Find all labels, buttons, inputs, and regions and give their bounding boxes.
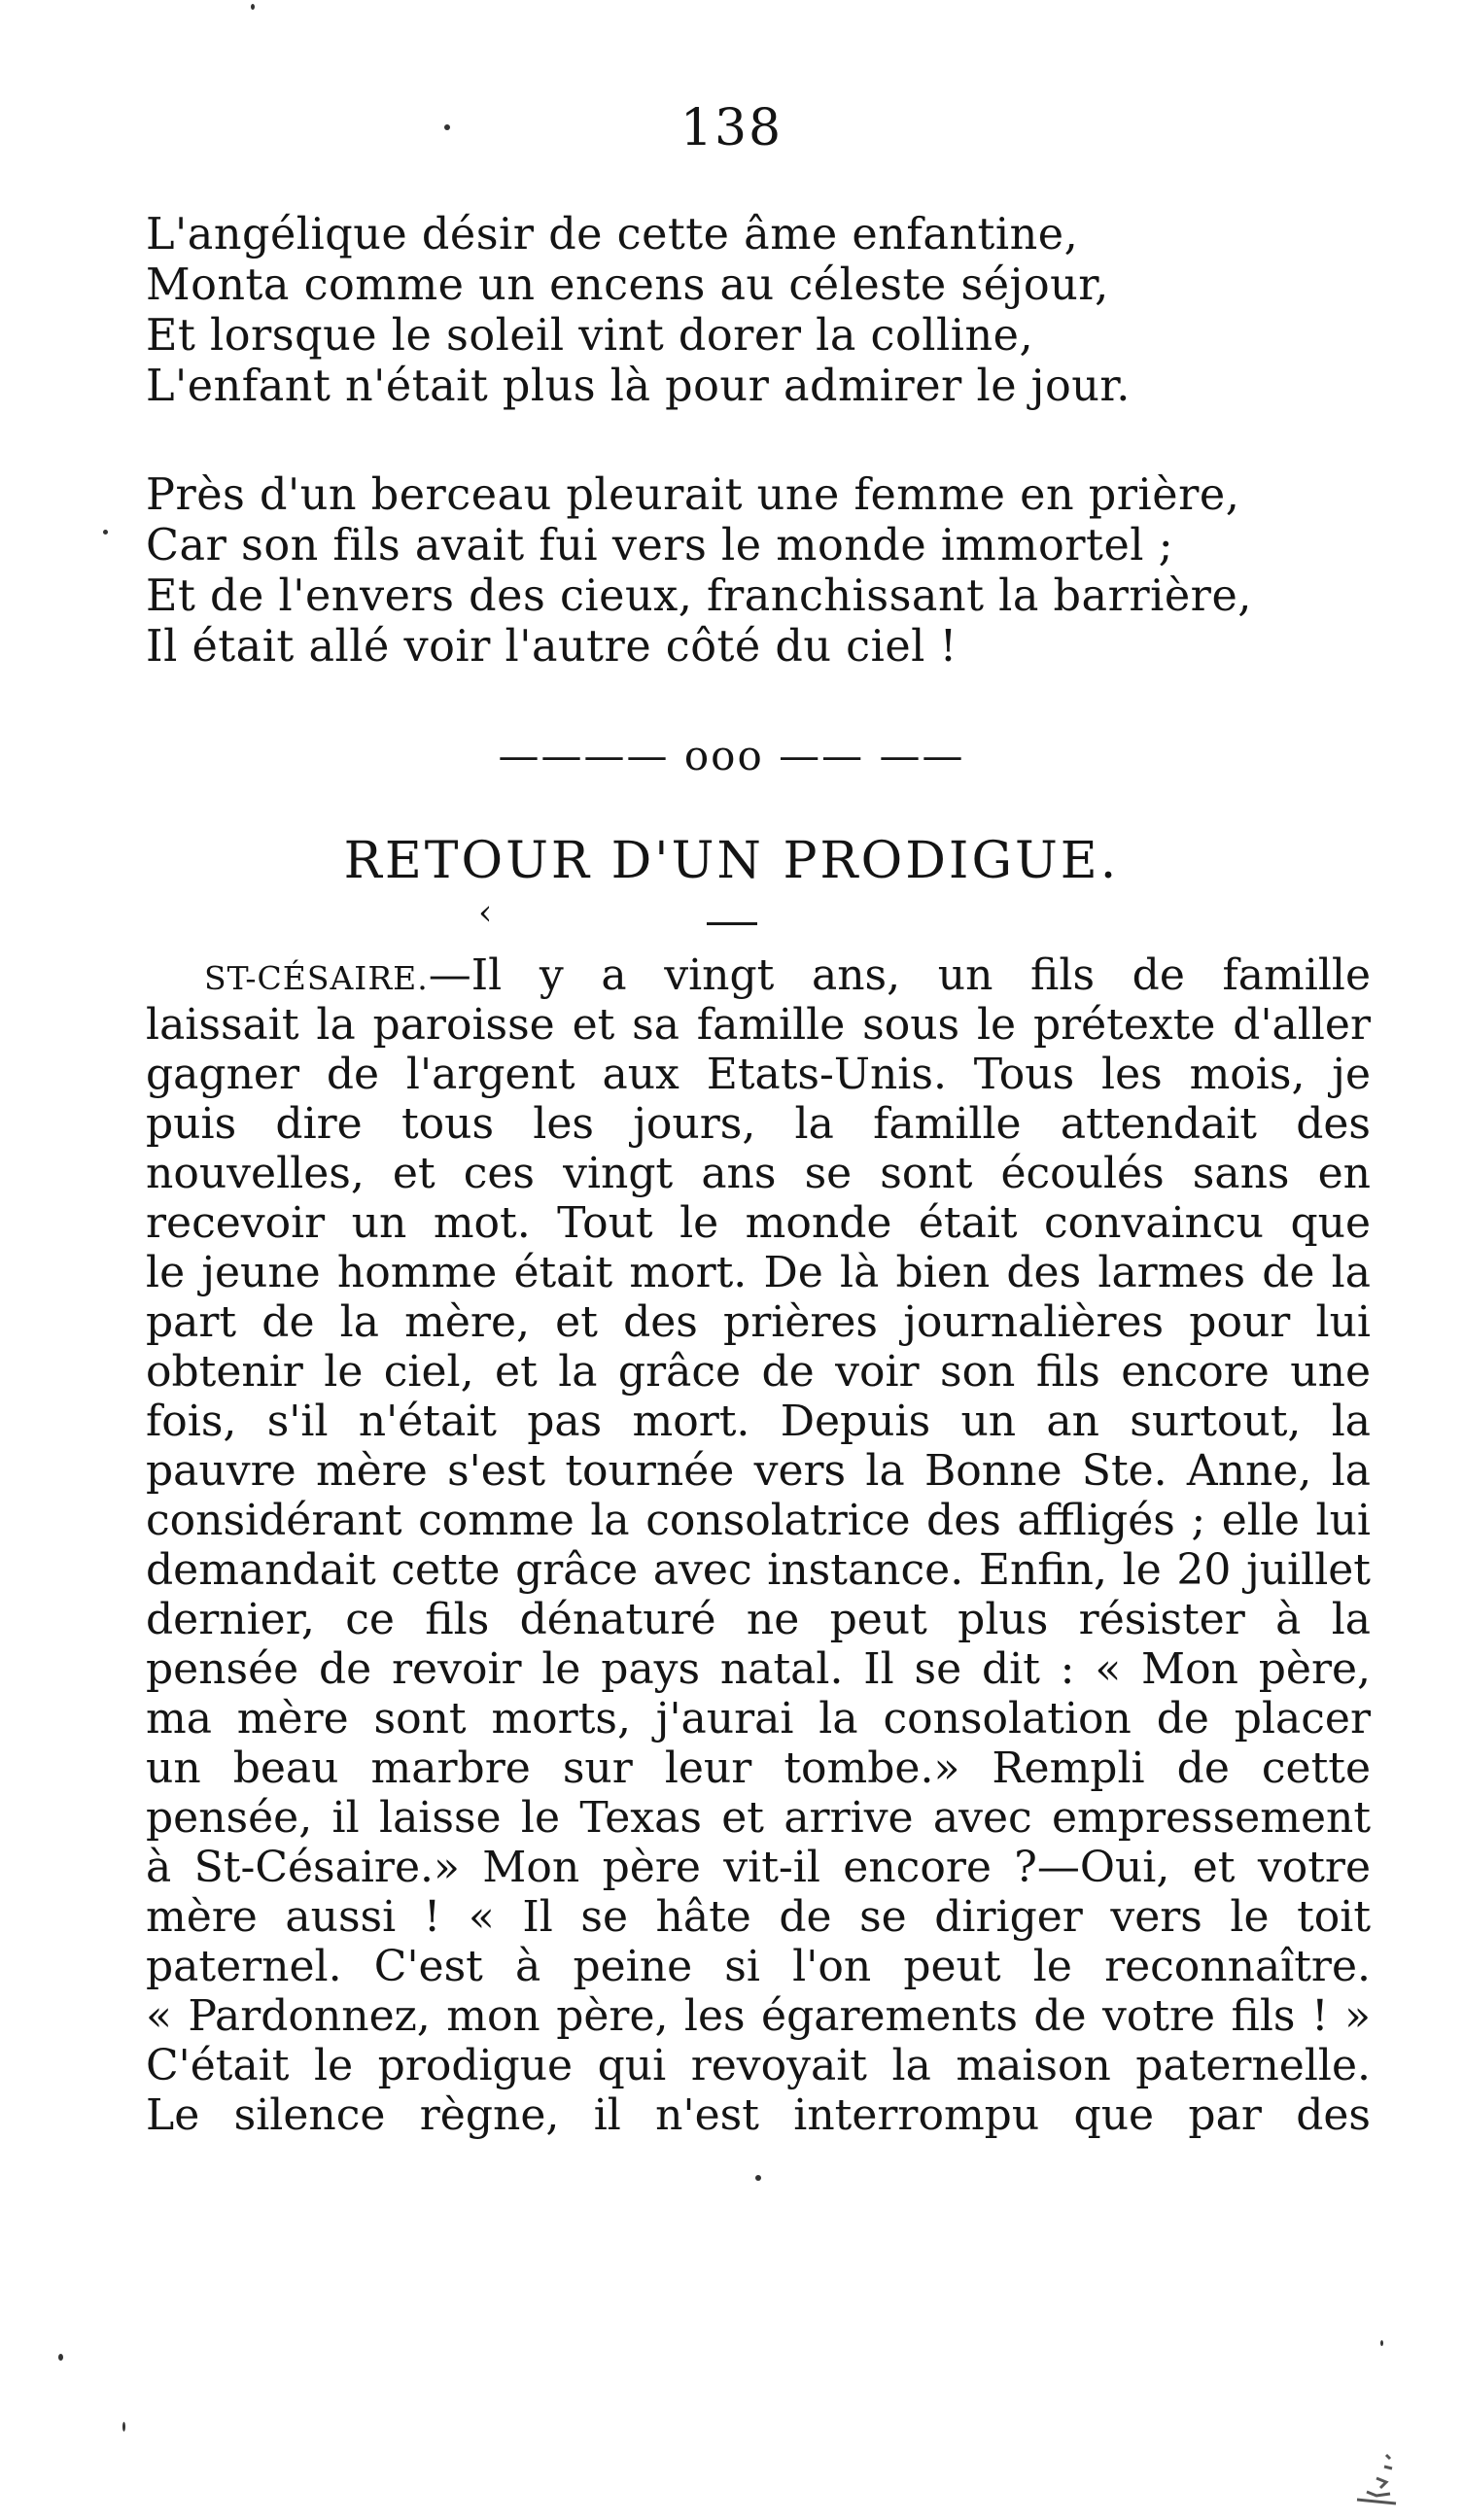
body-line: à St-Césaire.» Mon père vit-il encore ?—Oui, et votre	[146, 1843, 1371, 1892]
body-line: obtenir le ciel, et la grâce de voir son fils encore une	[146, 1347, 1371, 1397]
body-line: recevoir un mot. Tout le monde était convaincu que	[146, 1198, 1371, 1248]
article-dateline: ST-CÉSAIRE.	[204, 959, 429, 997]
article-body	[146, 950, 1371, 2140]
title-mark: ‹	[478, 893, 493, 933]
body-line: laissait la paroisse et sa famille sous le prétexte d'aller	[146, 1000, 1371, 1050]
body-line: demandait cette grâce avec instance. Enfin, le 20 juillet	[146, 1545, 1371, 1595]
poem-line: Monta comme un encens au céleste séjour,	[146, 260, 1109, 310]
body-line	[146, 950, 1371, 1000]
body-line: un beau marbre sur leur tombe.» Rempli de cette	[146, 1743, 1371, 1793]
body-line: pauvre mère s'est tournée vers la Bonne Ste. Anne, la	[146, 1446, 1371, 1496]
body-line: part de la mère, et des prières journalières pour lui	[146, 1297, 1371, 1347]
poem-line: L'angélique désir de cette âme enfantine,	[146, 210, 1079, 259]
body-line: nouvelles, et ces vingt ans se sont écoulés sans en	[146, 1149, 1371, 1198]
poem-line: Car son fils avait fui vers le monde immortel ;	[146, 521, 1174, 570]
body-line: paternel. C'est à peine si l'on peut le reconnaître.	[146, 1942, 1371, 1991]
body-line: dernier, ce fils dénaturé ne peut plus résister à la	[146, 1595, 1371, 1644]
body-line: C'était le prodigue qui revoyait la maison paternelle.	[146, 2041, 1371, 2090]
section-separator: ———— ooo —— ——	[498, 732, 965, 779]
scan-speck	[122, 2422, 125, 2432]
poem-line: Et lorsque le soleil vint dorer la colline,	[146, 311, 1034, 361]
page-number: 138	[679, 99, 784, 157]
body-line: « Pardonnez, mon père, les égarements de votre fils ! »	[146, 1991, 1371, 2041]
scan-speck	[1380, 2340, 1383, 2346]
scan-corner-artifact	[1347, 2449, 1406, 2507]
scan-speck	[444, 124, 450, 130]
body-line: ma mère sont morts, j'aurai la consolation de placer	[146, 1694, 1371, 1743]
body-line: pensée, il laisse le Texas et arrive avec empressement	[146, 1793, 1371, 1843]
poem-line: L'enfant n'était plus là pour admirer le jour.	[146, 362, 1131, 411]
body-line: fois, s'il n'était pas mort. Depuis un an surtout, la	[146, 1397, 1371, 1446]
body-line: mère aussi ! « Il se hâte de se diriger vers le toit	[146, 1892, 1371, 1942]
body-line: considérant comme la consolatrice des affligés ; elle lui	[146, 1496, 1371, 1545]
scan-speck	[251, 4, 255, 10]
body-line: puis dire tous les jours, la famille attendait des	[146, 1099, 1371, 1149]
poem-stanza-1	[146, 210, 1351, 412]
first-line-text: —Il y a vingt ans, un fils de famille	[428, 950, 1371, 1000]
poem-line: Et de l'envers des cieux, franchissant la barrière,	[146, 571, 1252, 621]
body-line: pensée de revoir le pays natal. Il se dit : « Mon père,	[146, 1644, 1371, 1694]
scan-speck	[103, 530, 108, 535]
body-line: le jeune homme était mort. De là bien des larmes de la	[146, 1248, 1371, 1297]
scan-speck	[755, 2175, 761, 2181]
poem-line: Il était allé voir l'autre côté du ciel !	[146, 622, 958, 672]
poem-line: Près d'un berceau pleurait une femme en prière,	[146, 470, 1240, 520]
body-line: gagner de l'argent aux Etats-Unis. Tous les mois, je	[146, 1050, 1371, 1099]
body-line: Le silence règne, il n'est interrompu que par des	[146, 2090, 1371, 2140]
poem-stanza-2	[146, 470, 1351, 673]
title-underline-rule	[707, 922, 757, 925]
scan-speck	[58, 2354, 63, 2361]
article-title: RETOUR D'UN PRODIGUE.	[343, 832, 1120, 890]
